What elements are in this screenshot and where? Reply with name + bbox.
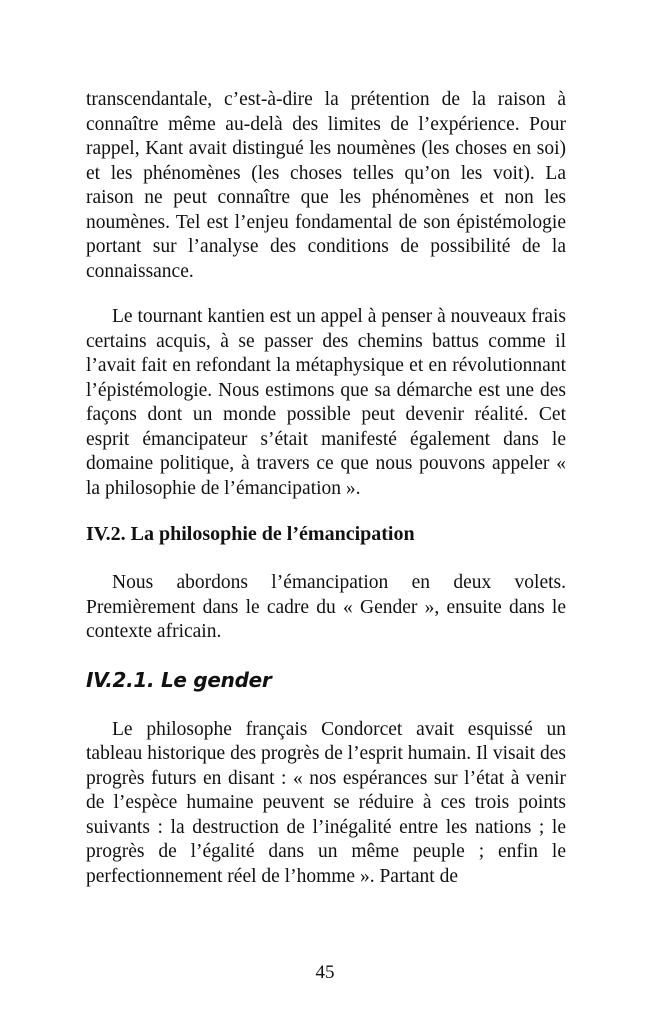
paragraph-emancipation-intro: Nous abordons l’émancipation en deux volets. Premièrement dans le cadre du « Gender », ensuite dans le contexte africain. bbox=[86, 572, 566, 642]
page-body bbox=[86, 88, 566, 889]
paragraph-kant-noumenes: transcendantale, c’est-à-dire la prétention de la raison à connaître même au-delà des limites de l’expérience. Pour rappel, Kant avait distingué les noumènes (les choses en soi) et les phénomènes (les choses telles qu’on les voit). La raison ne peut connaître que les phénomènes et non les noumènes. Tel est l’enjeu fondamental de son épistémologie portant sur l’analyse des conditions de possibilité de la connaissance. bbox=[86, 89, 566, 282]
paragraph-condorcet: Le philosophe français Condorcet avait esquissé un tableau historique des progrès de l’esprit humain. Il visait des progrès futurs en disant : « nos espérances sur l’état à venir de l’espèce humaine peuvent se réduire à ces trois points suivants : la destruction de l’inégalité entre les nations ; le progrès de l’égalité dans un même peuple ; enfin le perfectionnement réel de l’homme ». Partant de bbox=[86, 718, 566, 887]
page-number: 45 bbox=[315, 962, 335, 983]
paragraph-tournant-kantien: Le tournant kantien est un appel à penser à nouveaux frais certains acquis, à se passer des chemins battus comme il l’avait fait en refondant la métaphysique et en révolutionnant l’épistémologie. Nous estimons que sa démarche est une des façons dont un monde possible peut devenir réalité. Cet esprit émancipateur s’était manifesté également dans le domaine politique, à travers ce que nous pouvons appeler « la philosophie de l’émancipation ». bbox=[86, 306, 566, 499]
section-heading: IV.2. La philosophie de l’émancipation bbox=[86, 523, 415, 545]
subsection-heading: IV.2.1. Le gender bbox=[86, 667, 272, 692]
